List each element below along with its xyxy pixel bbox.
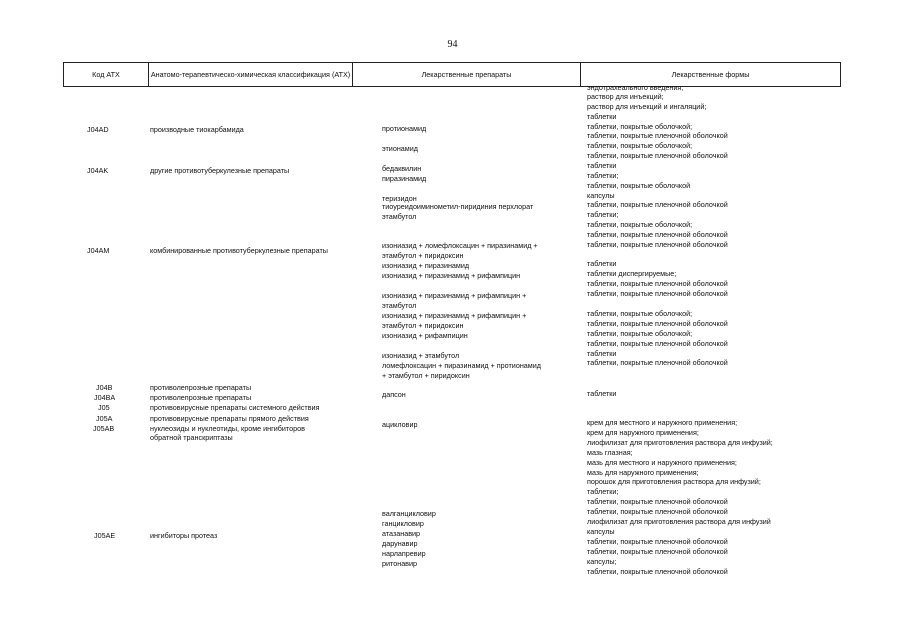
dosage-form: таблетки [587,389,617,398]
table-header [63,62,841,87]
drug-name: изониазид + пиразинамид [382,261,470,270]
drug-name: + этамбутол + пиридоксин [382,371,470,380]
drug-name: изониазид + рифампицин [382,331,468,340]
dosage-form: капсулы [587,191,615,200]
dosage-form: таблетки, покрытые пленочной оболочкой [587,547,728,556]
dosage-form: крем для местного и наружного применения; [587,418,738,427]
drug-name: тиоуреидоиминометил-пиридиния перхлорат [382,202,534,211]
drug-name: изониазид + пиразинамид + рифампицин + [382,291,527,300]
dosage-form: лиофилизат для приготовления раствора для инфузий; [587,438,773,447]
dosage-form: таблетки, покрытые пленочной оболочкой [587,537,728,546]
dosage-form: таблетки, покрытые пленочной оболочкой [587,289,728,298]
dosage-form: таблетки, покрытые оболочкой; [587,329,693,338]
drug-name: протионамид [382,124,427,133]
dosage-form: крем для наружного применения; [587,428,699,437]
drug-name: бедаквилин [382,164,422,173]
drug-name: валганцикловир [382,509,436,518]
atc-class: противовирусные препараты системного действия [150,403,320,412]
dosage-form: таблетки [587,161,617,170]
dosage-form: капсулы; [587,557,617,566]
dosage-form: таблетки, покрытые пленочной оболочкой [587,358,728,367]
drug-name: этамбутол + пиридоксин [382,321,464,330]
atc-class: противолепрозные препараты [150,393,252,402]
atc-code: J05AB [93,424,115,433]
drug-name: нарлапревир [382,549,426,558]
dosage-form: таблетки, покрытые пленочной оболочкой [587,200,728,209]
drug-name: ритонавир [382,559,418,568]
dosage-form: таблетки [587,112,617,121]
drug-name: ломефлоксацин + пиразинамид + протионамид [382,361,541,370]
drug-name: этамбутол [382,301,417,310]
atc-code: J04AK [87,166,109,175]
dosage-form: таблетки, покрытые пленочной оболочкой [587,497,728,506]
header-atc-classification: Анатомо-терапевтическо-химическая классификация (АТХ) [148,63,352,86]
drug-name: этионамид [382,144,418,153]
atc-code: J04AM [87,246,110,255]
drug-name: этамбутол + пиридоксин [382,251,464,260]
atc-code: J04B [96,383,113,392]
drug-name: этамбутол [382,212,417,221]
dosage-form: таблетки, покрытые оболочкой; [587,141,693,150]
header-dosage-forms: Лекарственные формы [580,63,840,86]
dosage-form: таблетки [587,259,617,268]
drug-name: ганцикловир [382,519,424,528]
dosage-form: эндотрахеального введения; [587,83,684,92]
dosage-form: порошок для приготовления раствора для инфузий; [587,477,761,486]
dosage-form: таблетки, покрытые оболочкой [587,181,691,190]
atc-code: J05AE [94,531,116,540]
drug-name: теризидон [382,194,417,203]
atc-class: производные тиокарбамида [150,125,244,134]
atc-code: J05A [96,414,113,423]
drug-name: изониазид + пиразинамид + рифампицин + [382,311,527,320]
drug-name: изониазид + пиразинамид + рифампицин [382,271,521,280]
dosage-form: таблетки; [587,210,619,219]
dosage-form: таблетки, покрытые пленочной оболочкой [587,131,728,140]
dosage-form: капсулы [587,527,615,536]
atc-code: J04BA [94,393,116,402]
atc-class: обратной транскриптазы [150,433,233,442]
drug-name: изониазид + ломефлоксацин + пиразинамид + [382,241,538,250]
dosage-form: таблетки [587,349,617,358]
dosage-form: таблетки, покрытые пленочной оболочкой [587,339,728,348]
dosage-form: таблетки, покрытые оболочкой; [587,309,693,318]
dosage-form: мазь для наружного применения; [587,468,699,477]
dosage-form: таблетки, покрытые пленочной оболочкой [587,151,728,160]
dosage-form: таблетки; [587,487,619,496]
dosage-form: таблетки, покрытые пленочной оболочкой [587,230,728,239]
atc-class: ингибиторы протеаз [150,531,218,540]
dosage-form: таблетки, покрытые пленочной оболочкой [587,240,728,249]
dosage-form: мазь глазная; [587,448,633,457]
dosage-form: лиофилизат для приготовления раствора для инфузий [587,517,771,526]
atc-code: J04AD [87,125,109,134]
dosage-form: таблетки, покрытые пленочной оболочкой [587,319,728,328]
drug-name: атазанавир [382,529,421,538]
dosage-form: таблетки, покрытые пленочной оболочкой [587,567,728,576]
header-drugs: Лекарственные препараты [352,63,580,86]
drug-name: изониазид + этамбутол [382,351,460,360]
header-code-atc: Код АТХ [92,69,120,79]
atc-class: противолепрозные препараты [150,383,252,392]
dosage-form: раствор для инъекций; [587,92,664,101]
drug-name: пиразинамид [382,174,427,183]
dosage-form: таблетки диспергируемые; [587,269,677,278]
dosage-form: таблетки; [587,171,619,180]
atc-code: J05 [98,403,110,412]
dosage-form: таблетки, покрытые пленочной оболочкой [587,507,728,516]
drug-name: дапсон [382,390,406,399]
atc-class: нуклеозиды и нуклеотиды, кроме ингибиторов [150,424,305,433]
dosage-form: раствор для инъекций и ингаляций; [587,102,707,111]
drug-name: дарунавир [382,539,418,548]
dosage-form: таблетки, покрытые оболочкой; [587,122,693,131]
page-number: 94 [447,39,458,50]
atc-class: комбинированные противотуберкулезные препараты [150,246,328,255]
atc-class: противовирусные препараты прямого действия [150,414,309,423]
atc-class: другие противотуберкулезные препараты [150,166,290,175]
drug-name: ацикловир [382,420,418,429]
dosage-form: таблетки, покрытые пленочной оболочкой [587,279,728,288]
dosage-form: таблетки, покрытые оболочкой; [587,220,693,229]
dosage-form: мазь для местного и наружного применения; [587,458,737,467]
